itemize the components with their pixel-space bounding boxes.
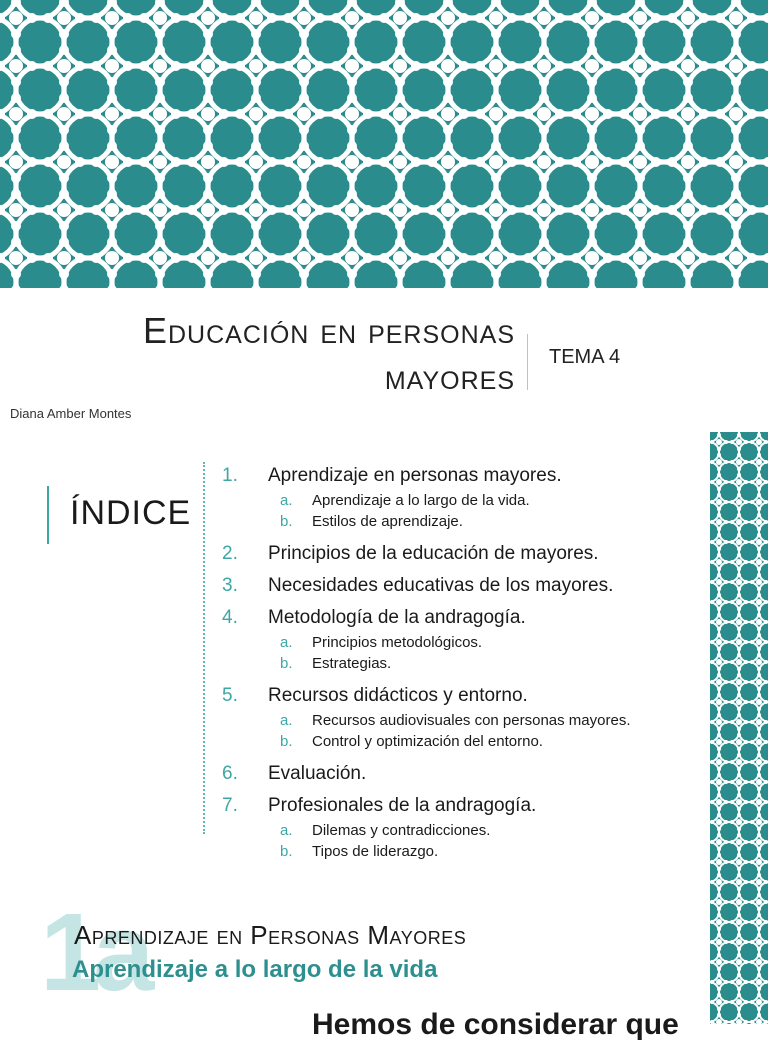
toc-label: Necesidades educativas de los mayores. (268, 575, 614, 596)
title-divider (527, 334, 528, 390)
toc-sublabel: Control y optimización del entorno. (312, 733, 543, 750)
toc-item-7 (222, 793, 702, 818)
toc-sublabel: Recursos audiovisuales con personas mayores. (312, 712, 631, 729)
toc-number: 4. (222, 607, 238, 628)
toc-label: Aprendizaje en personas mayores. (268, 465, 562, 486)
toc-letter: b. (280, 843, 293, 860)
toc-subitem-1b (222, 511, 702, 532)
toc-item-6 (222, 761, 702, 786)
toc-subitem-1a (222, 490, 702, 511)
toc-item-5 (222, 683, 702, 708)
toc-item-4 (222, 605, 702, 630)
toc-number: 1. (222, 465, 238, 486)
section-subtitle: Aprendizaje a lo largo de la vida (72, 956, 438, 983)
index-dotted-divider (203, 462, 205, 834)
toc-letter: a. (280, 634, 293, 651)
toc-item-1 (222, 463, 702, 488)
decorative-pattern-banner (0, 0, 768, 288)
toc-sublabel: Estrategias. (312, 655, 392, 672)
topic-label: TEMA 4 (549, 346, 621, 368)
title-line-2: mayores (384, 356, 515, 397)
toc-letter: b. (280, 513, 293, 530)
toc-letter: b. (280, 655, 293, 672)
toc-number: 3. (222, 575, 238, 596)
toc-label: Profesionales de la andragogía. (268, 795, 537, 816)
toc-subitem-7b (222, 841, 702, 862)
toc-number: 5. (222, 685, 238, 706)
toc-subitem-4a (222, 632, 702, 653)
toc-subitem-5a (222, 710, 702, 731)
index-heading: ÍNDICE (70, 494, 192, 532)
toc-sublabel: Estilos de aprendizaje. (312, 513, 463, 530)
toc-sublabel: Dilemas y contradicciones. (312, 822, 491, 839)
toc-sublabel: Principios metodológicos. (312, 634, 483, 651)
toc-letter: a. (280, 712, 293, 729)
toc-subitem-4b (222, 653, 702, 674)
toc-letter: a. (280, 492, 293, 509)
toc-number: 6. (222, 763, 238, 784)
toc-letter: a. (280, 822, 293, 839)
toc-label: Metodología de la andragogía. (268, 607, 526, 628)
body-text-cut: Hemos de considerar que (312, 1008, 679, 1041)
toc-item-2 (222, 541, 702, 566)
toc-label: Principios de la educación de mayores. (268, 543, 599, 564)
toc-sublabel: Tipos de liderazgo. (312, 843, 439, 860)
toc-label: Recursos didácticos y entorno. (268, 685, 528, 706)
table-of-contents (222, 463, 702, 862)
author-name: Diana Amber Montes (10, 406, 132, 421)
section-number-watermark: 1a (40, 891, 147, 1014)
toc-letter: b. (280, 733, 293, 750)
toc-sublabel: Aprendizaje a lo largo de la vida. (312, 492, 530, 509)
toc-subitem-7a (222, 820, 702, 841)
presentation-title (60, 308, 515, 400)
toc-label: Evaluación. (268, 763, 367, 784)
decorative-pattern-strip (710, 432, 768, 1024)
toc-item-3 (222, 573, 702, 598)
title-line-1: Educación en personas (142, 310, 515, 351)
section-title: Aprendizaje en Personas Mayores (74, 920, 467, 950)
index-accent-bar (47, 486, 49, 544)
toc-number: 7. (222, 795, 238, 816)
toc-number: 2. (222, 543, 238, 564)
toc-subitem-5b (222, 731, 702, 752)
